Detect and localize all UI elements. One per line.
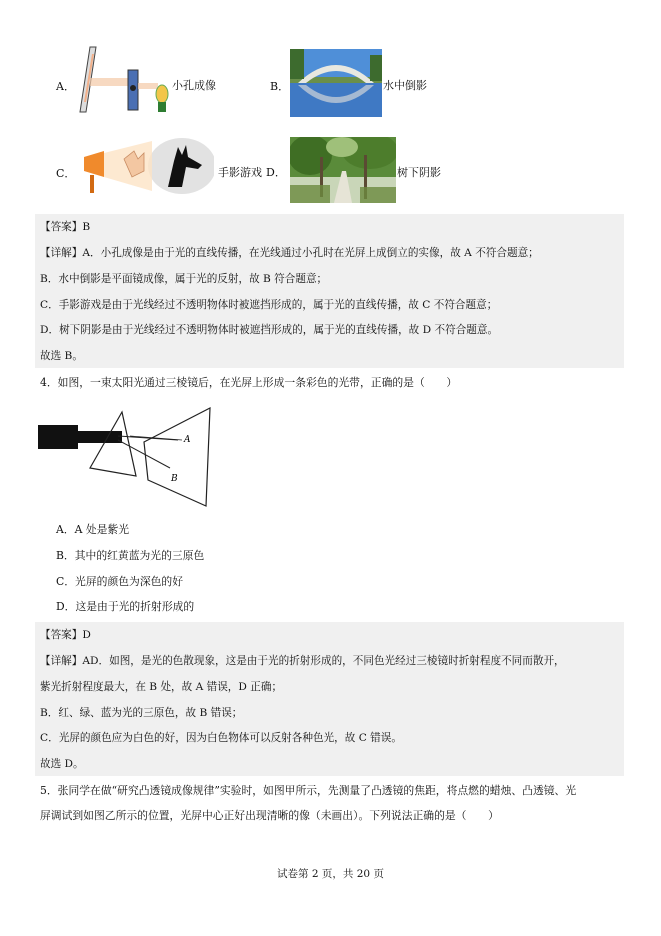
option-letter: C． bbox=[56, 167, 76, 180]
answer-label: 【答案】B bbox=[40, 221, 91, 233]
shadow-puppet-image bbox=[82, 137, 214, 195]
explanation-line: 故选 B。 bbox=[40, 350, 83, 362]
q5-stem-line: 屏调试到如图乙所示的位置，光屏中心正好出现清晰的像（未画出）。下列说法正确的是（ ） bbox=[40, 809, 499, 822]
bridge-reflection-image bbox=[290, 49, 382, 117]
explanation-line: 故选 D。 bbox=[40, 758, 84, 770]
option-caption: 水中倒影 bbox=[383, 79, 427, 92]
q4-stem: 4．如图，一束太阳光通过三棱镜后，在光屏上形成一条彩色的光带，正确的是（ ） bbox=[40, 376, 458, 389]
explanation-line: B．红、绿、蓝为光的三原色，故 B 错误； bbox=[40, 707, 243, 719]
q4-option-d: D．这是由于光的折射形成的 bbox=[56, 600, 195, 613]
option-caption: 手影游戏 bbox=[218, 166, 262, 179]
q4-option-a: A．A 处是紫光 bbox=[56, 523, 130, 536]
option-caption: 树下阴影 bbox=[397, 166, 441, 179]
option-letter: A． bbox=[56, 80, 75, 93]
prism-figure bbox=[38, 402, 213, 510]
explanation-line: 紫光折射程度最大，在 B 处，故 A 错误，D 正确； bbox=[40, 681, 283, 693]
label-b: B bbox=[171, 474, 178, 484]
explanation-line: C．光屏的颜色应为白色的好，因为白色物体可以反射各种色光，故 C 错误。 bbox=[40, 732, 402, 744]
q4-answer-block bbox=[35, 622, 624, 776]
label-a: A bbox=[184, 435, 191, 445]
explanation-line: C．手影游戏是由于光线经过不透明物体时被遮挡形成的，属于光的直线传播，故 C 不符合题意； bbox=[40, 299, 498, 311]
option-caption: 小孔成像 bbox=[172, 79, 216, 92]
answer-label: 【答案】D bbox=[40, 629, 91, 641]
explanation-line: B．水中倒影是平面镜成像，属于光的反射，故 B 符合题意； bbox=[40, 273, 328, 285]
q4-option-b: B．其中的红黄蓝为光的三原色 bbox=[56, 549, 205, 562]
explanation-line: 【详解】AD．如图，是光的色散现象，这是由于光的折射形成的，不同色光经过三棱镜时折射程度不同而散开， bbox=[40, 655, 565, 667]
option-letter: B． bbox=[270, 80, 290, 93]
q4-option-c: C．光屏的颜色为深色的好 bbox=[56, 575, 184, 588]
q3-answer-block bbox=[35, 214, 624, 368]
option-letter: D． bbox=[266, 166, 286, 179]
pinhole-image bbox=[70, 42, 170, 120]
explanation-line: D．树下阴影是由于光线经过不透明物体时被遮挡形成的，属于光的直线传播，故 D 不符合题意。 bbox=[40, 324, 499, 336]
q5-stem-line: 5．张同学在做“研究凸透镜成像规律”实验时，如图甲所示，先测量了凸透镜的焦距，将点燃的蜡烛、凸透镜、光 bbox=[40, 784, 577, 797]
page-footer: 试卷第 2 页，共 20 页 bbox=[277, 868, 384, 880]
explanation-line: 【详解】A．小孔成像是由于光的直线传播，在光线通过小孔时在光屏上成倒立的实像，故 A 不符合题意； bbox=[40, 247, 539, 259]
tree-shadow-image bbox=[290, 137, 396, 203]
